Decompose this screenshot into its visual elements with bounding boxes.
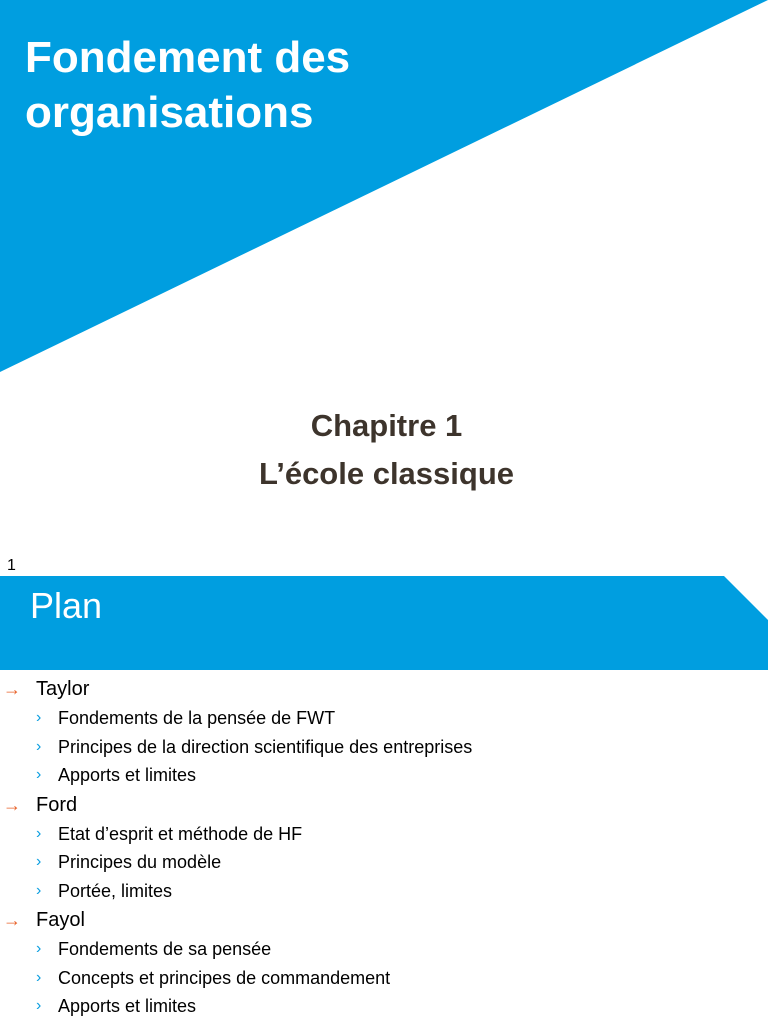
chevron-right-icon: › — [36, 709, 42, 726]
section-heading — [0, 905, 768, 935]
right-arrow-icon: → — [3, 794, 21, 815]
list-item — [0, 935, 768, 964]
section-label: Taylor — [36, 678, 90, 700]
deck-title-line-2: organisations — [25, 88, 314, 137]
outline-section — [0, 790, 768, 906]
right-arrow-icon: → — [3, 910, 21, 930]
list-item-label: Principes de la direction scientifique des entreprises — [58, 736, 473, 757]
section-heading — [0, 674, 768, 704]
chevron-right-icon: › — [36, 737, 42, 755]
chapter-heading — [0, 402, 768, 498]
outline-section — [0, 905, 768, 1021]
chevron-right-icon: › — [36, 853, 42, 870]
chevron-right-icon: › — [36, 997, 42, 1014]
list-item-label: Apports et limites — [58, 765, 197, 785]
list-item-label: Etat d’esprit et méthode de HF — [58, 823, 303, 844]
chevron-right-icon: › — [36, 881, 42, 899]
chevron-right-icon: › — [36, 766, 42, 783]
chapter-number: Chapitre 1 — [310, 408, 463, 443]
chevron-right-icon: › — [36, 968, 42, 986]
page-number: 1 — [7, 557, 16, 574]
list-item-label: Portée, limites — [58, 880, 173, 901]
list-item — [0, 992, 768, 1021]
list-item — [0, 820, 768, 849]
list-item-label: Fondements de la pensée de FWT — [58, 708, 336, 728]
list-item — [0, 964, 768, 993]
section-label: Fayol — [36, 909, 85, 931]
plan-slide — [0, 576, 768, 1024]
section-heading — [0, 790, 768, 820]
deck-title — [25, 30, 585, 140]
plan-header-banner — [0, 576, 768, 670]
list-item-label: Apports et limites — [58, 996, 197, 1016]
list-item — [0, 848, 768, 877]
chevron-right-icon: › — [36, 940, 42, 957]
plan-outline — [0, 674, 768, 1021]
plan-title: Plan — [30, 585, 103, 626]
list-item — [0, 704, 768, 733]
list-item — [0, 877, 768, 906]
list-item-label: Principes du modèle — [58, 852, 222, 872]
outline-section — [0, 674, 768, 790]
right-arrow-icon: → — [3, 679, 21, 699]
deck-title-line-1: Fondement des — [25, 33, 351, 82]
list-item — [0, 761, 768, 790]
section-label: Ford — [36, 793, 78, 816]
list-item-label: Fondements de sa pensée — [58, 939, 272, 959]
chevron-right-icon: › — [36, 824, 42, 842]
chapter-title: L’école classique — [258, 456, 515, 491]
list-item — [0, 733, 768, 762]
list-item-label: Concepts et principes de commandement — [58, 967, 391, 988]
